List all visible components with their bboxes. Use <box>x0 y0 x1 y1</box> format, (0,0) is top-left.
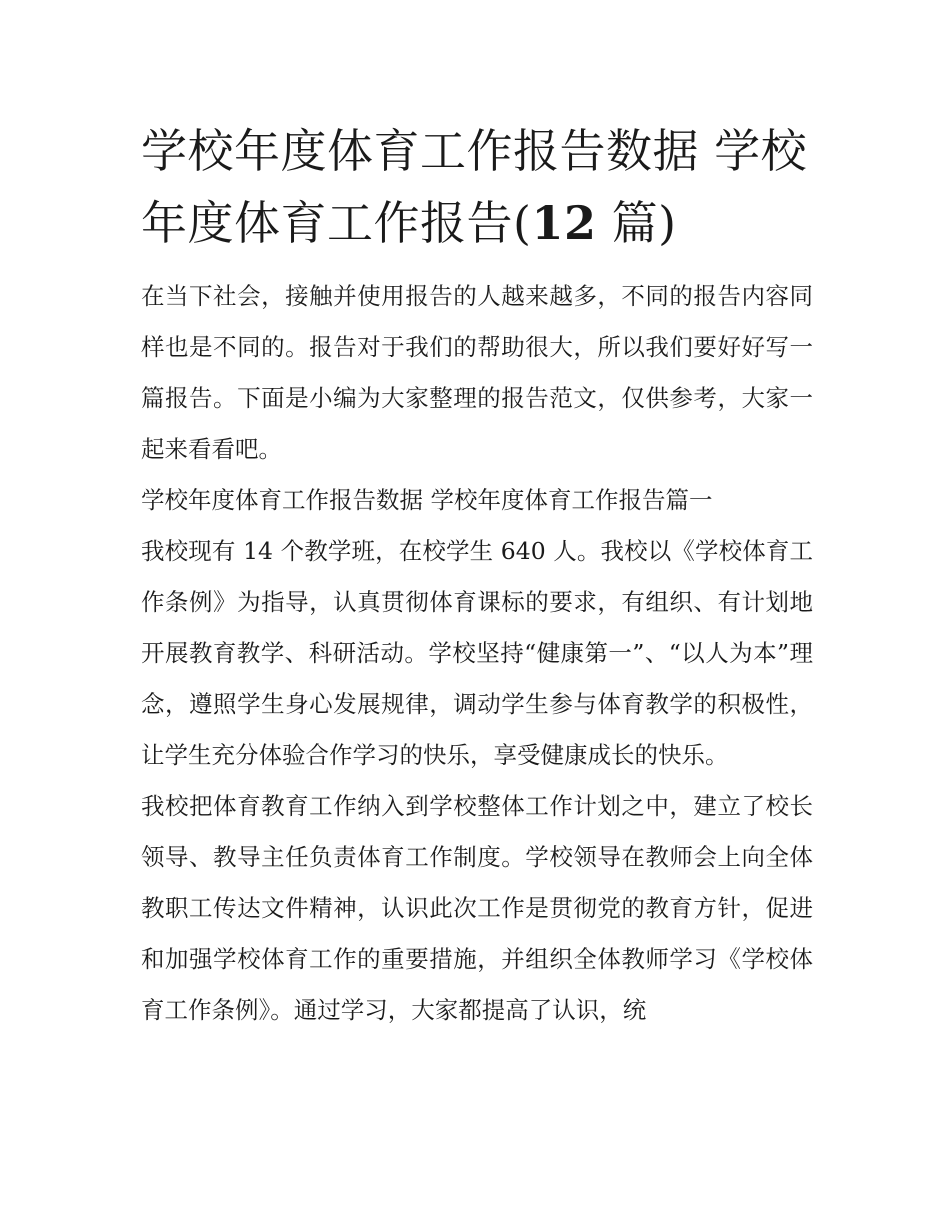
section-heading: 学校年度体育工作报告数据 学校年度体育工作报告篇一 <box>141 486 713 514</box>
document-title <box>141 115 813 259</box>
intro-paragraph: 在当下社会，接触并使用报告的人越来越多，不同的报告内容同样也是不同的。报告对于我们的帮助很大，所以我们要好好写一篇报告。下面是小编为大家整理的报告范文，仅供参考，大家一起来看看吧。 <box>141 282 813 463</box>
title-text-start: 学校年度体育工作报告数据 学校年度体育工作报告( <box>141 124 808 250</box>
body-paragraph: 我校现有 14 个教学班，在校学生 640 人。我校以《学校体育工作条例》为指导，认真贯彻体育课标的要求，有组织、有计划地开展教育教学、科研活动。学校坚持“健康第一”、“以人为本”理念，遵照学生身心发展规律，调动学生参与体育教学的积极性，让学生充分体验合作学习的快乐，享受健康成长的快乐。 <box>141 537 813 769</box>
title-text-end: 篇) <box>596 196 677 250</box>
title-spacer <box>141 259 813 271</box>
document-body <box>141 115 813 1036</box>
title-number: 12 <box>531 196 597 250</box>
body-paragraph: 我校把体育教育工作纳入到学校整体工作计划之中，建立了校长领导、教导主任负责体育工作制度。学校领导在教师会上向全体教职工传达文件精神，认识此次工作是贯彻党的教育方针，促进和加强学校体育工作的重要措施，并组织全体教师学习《学校体育工作条例》。通过学习，大家都提高了认识，统 <box>141 792 813 1024</box>
